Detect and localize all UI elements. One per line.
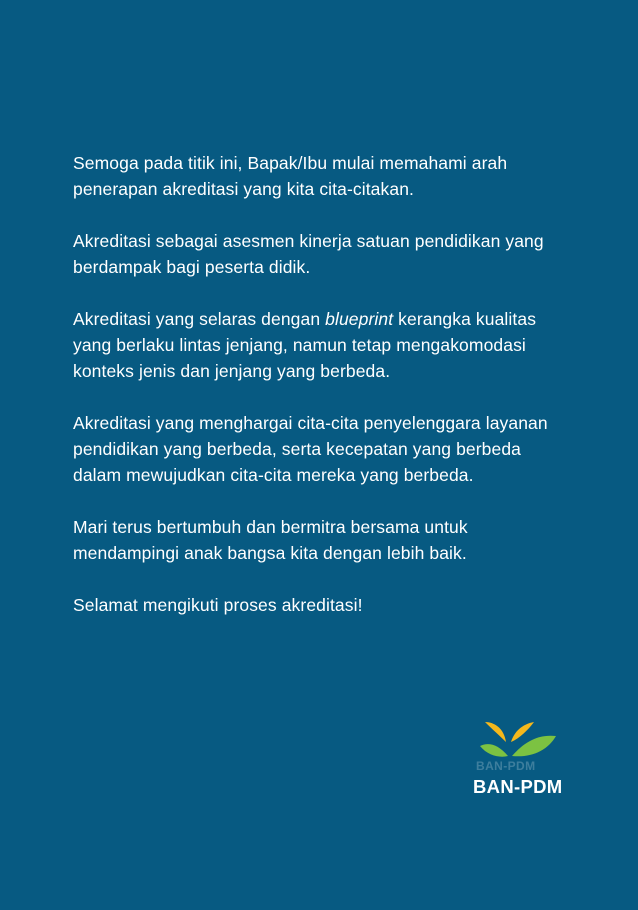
- yellow-right-leaf: [511, 722, 534, 742]
- ban-pdm-logo: [470, 716, 570, 800]
- blueprint-emphasis: blueprint: [325, 309, 394, 329]
- paragraph-6: Selamat mengikuti proses akreditasi!: [73, 595, 363, 615]
- closing-message: [73, 150, 568, 618]
- paragraph-3-rest: kerangka kualitas yang berlaku lintas jenjang, namun tetap mengakomodasi konteks jenis dan jenjang yang berbeda.: [73, 309, 537, 381]
- green-left-leaf: [480, 744, 508, 757]
- paragraph-2: Akreditasi sebagai asesmen kinerja satuan pendidikan yang berdampak bagi peserta didik.: [73, 231, 544, 277]
- paragraph-1: Semoga pada titik ini, Bapak/Ibu mulai memahami arah penerapan akreditasi yang kita cita-citakan.: [73, 153, 508, 199]
- logo-name: BAN-PDM: [473, 776, 563, 797]
- green-right-leaf: [512, 736, 556, 757]
- yellow-left-leaf: [485, 722, 506, 742]
- paragraph-5: Mari terus bertumbuh dan bermitra bersama untuk mendampingi anak bangsa kita dengan lebih baik.: [73, 517, 468, 563]
- paragraph-3: [73, 306, 568, 384]
- paragraph-3-lead: Akreditasi yang selaras dengan: [73, 309, 326, 329]
- logo-ghost-text: BAN-PDM: [476, 759, 536, 773]
- paragraph-4: Akreditasi yang menghargai cita-cita penyelenggara layanan pendidikan yang berbeda, serta kecepatan yang berbeda dalam mewujudkan cita-cita mereka yang berbeda.: [73, 413, 548, 485]
